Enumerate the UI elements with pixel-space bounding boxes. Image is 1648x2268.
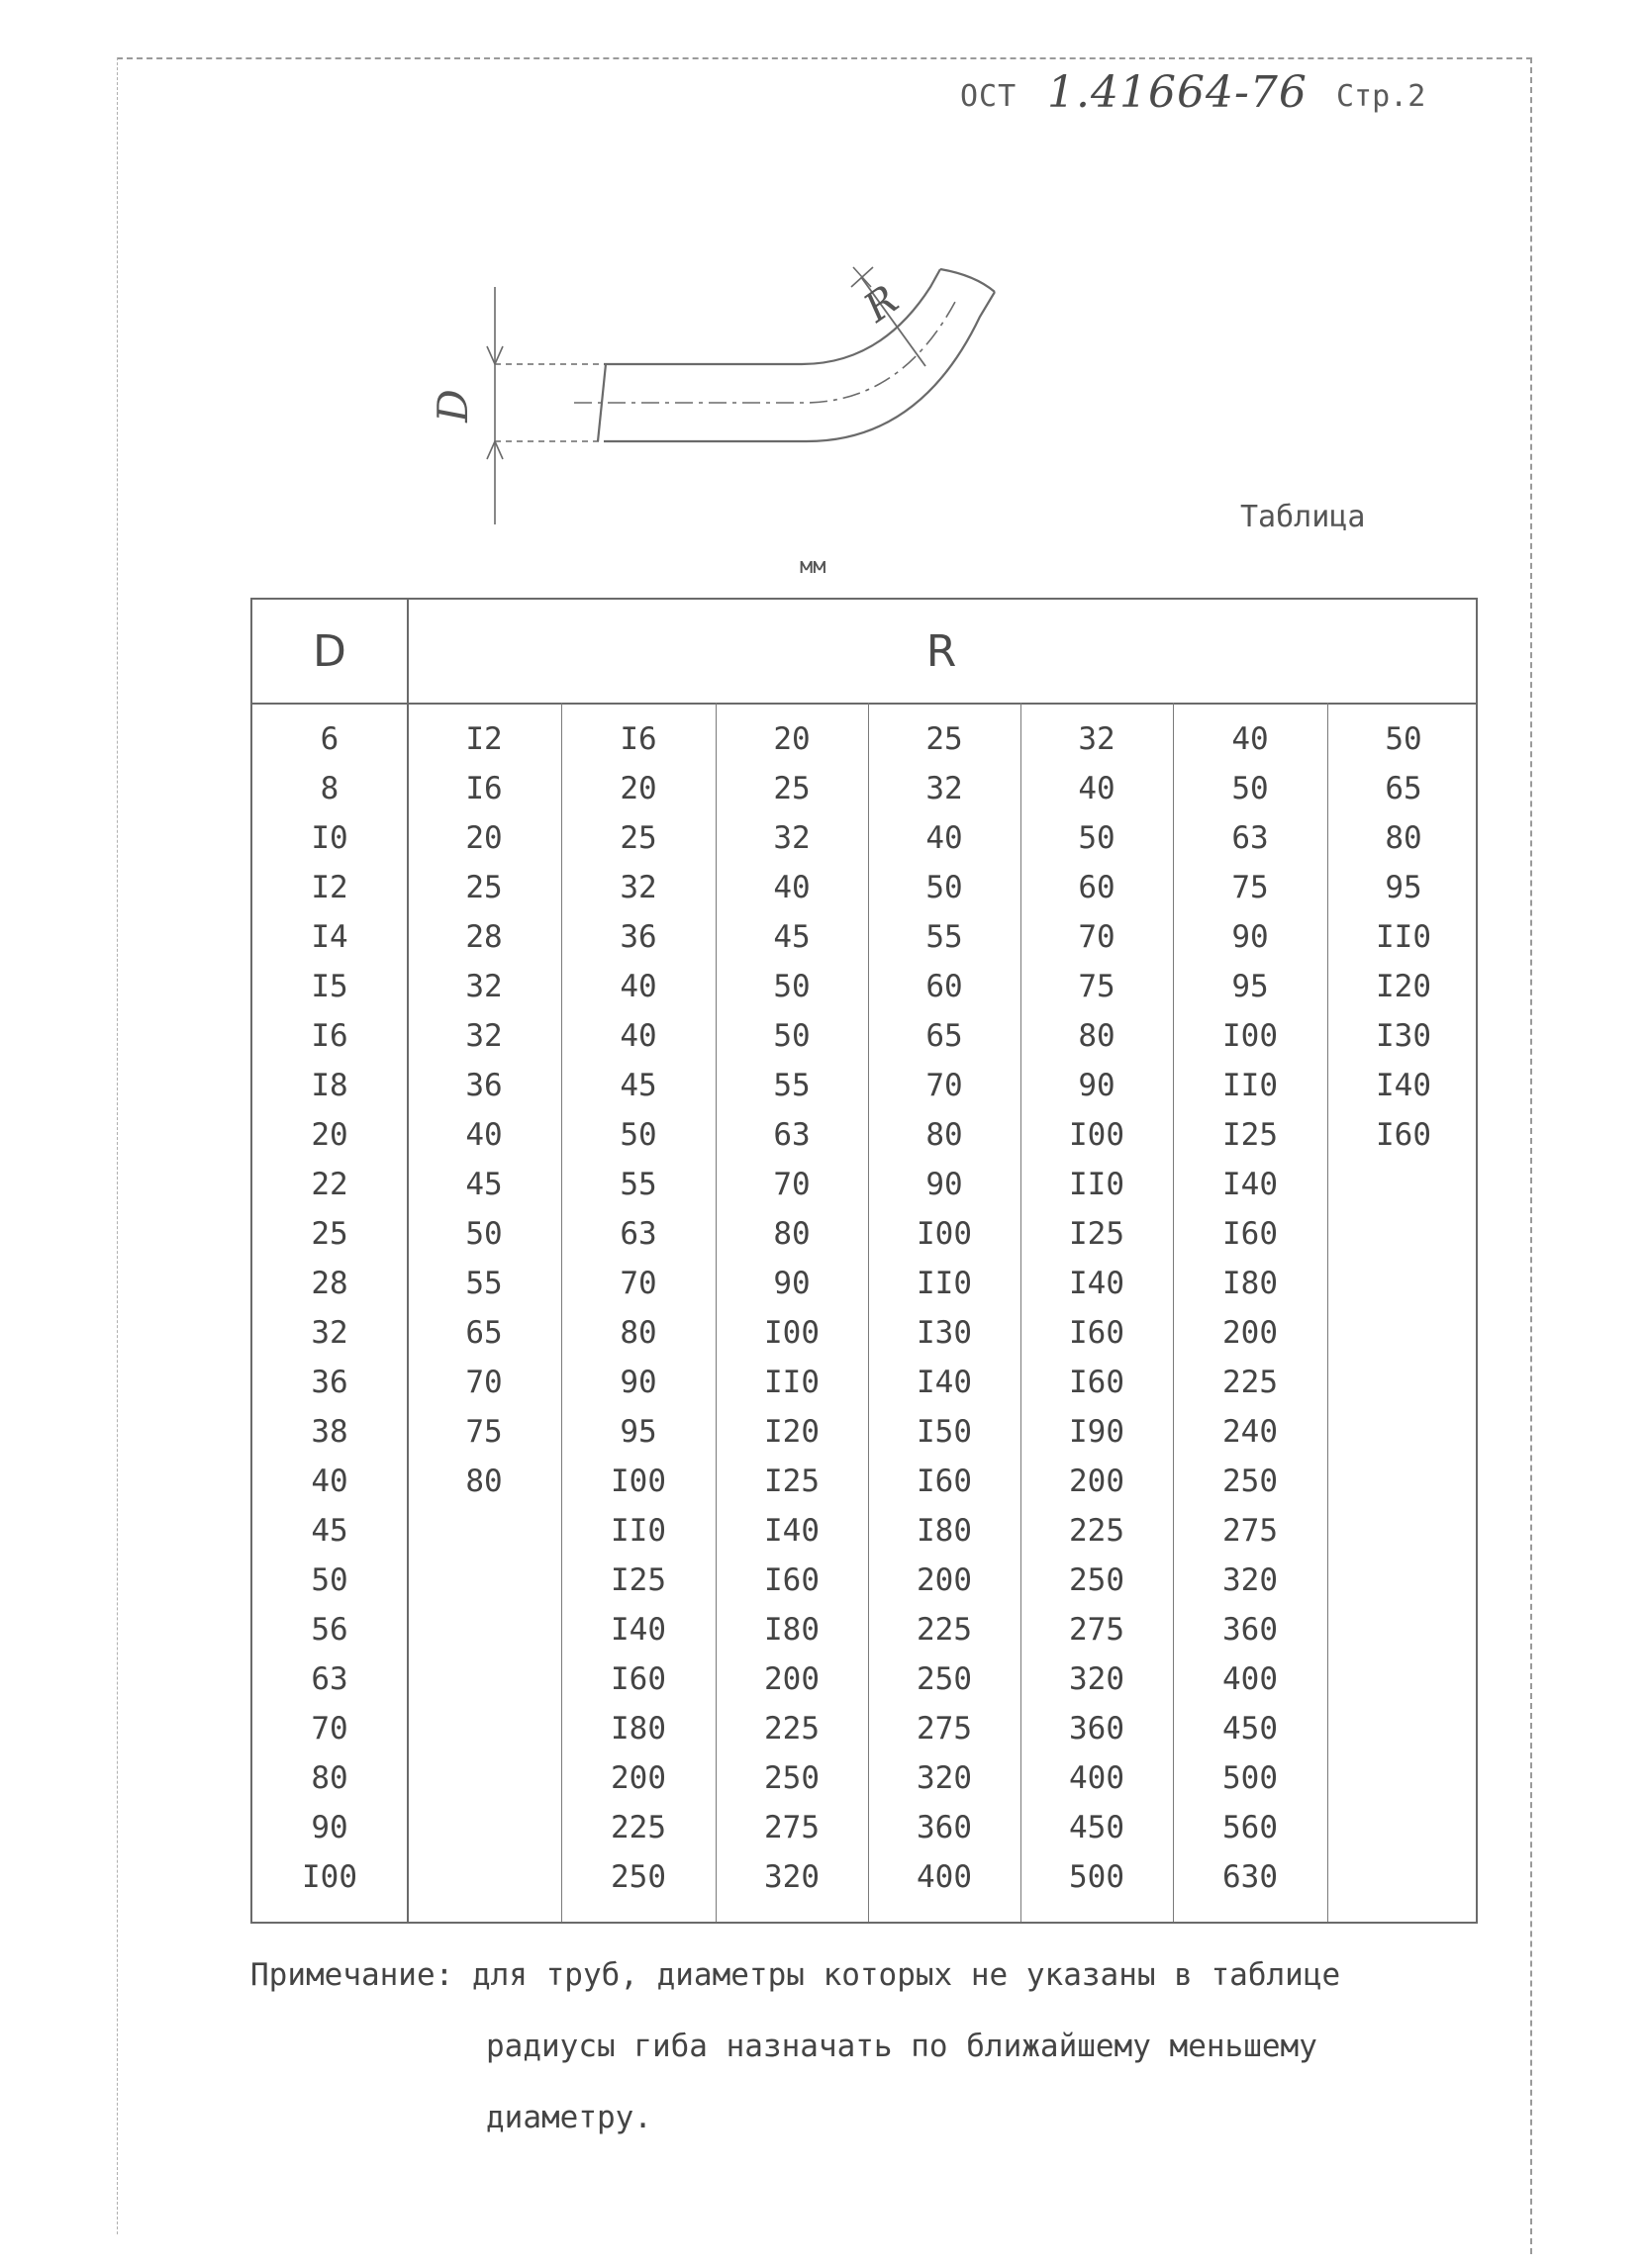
table-cell: 36 [465, 1068, 503, 1103]
table-cell: I00 [1222, 1018, 1278, 1054]
table-cell: 200 [764, 1661, 820, 1697]
table-cell: 95 [620, 1414, 657, 1450]
table-cell: 63 [773, 1117, 811, 1153]
table-cell: 320 [1069, 1661, 1124, 1697]
table-cell: 55 [620, 1167, 657, 1202]
table-cell: I25 [764, 1464, 820, 1499]
table-cell: I60 [1069, 1315, 1124, 1351]
table-cell: 400 [1222, 1661, 1278, 1697]
table-cell: 25 [465, 870, 503, 905]
table-cell: I80 [1222, 1266, 1278, 1301]
table-cell: 25 [773, 771, 811, 806]
table-cell: 32 [620, 870, 657, 905]
table-cell: 65 [465, 1315, 503, 1351]
table-cell: 8 [320, 771, 339, 806]
page-frame-right [1530, 57, 1532, 2254]
table-cell: 450 [1069, 1810, 1124, 1845]
table-cell: I60 [917, 1464, 972, 1499]
table-cell: I2 [311, 870, 348, 905]
table-cell: 70 [773, 1167, 811, 1202]
table-cell: 560 [1222, 1810, 1278, 1845]
table-cell: 70 [1078, 919, 1115, 955]
table-cell: I8 [311, 1068, 348, 1103]
table-cell: I6 [620, 721, 657, 757]
table-cell: 225 [1069, 1513, 1124, 1549]
column-r-values-4 [868, 703, 1020, 1922]
table-cell: I80 [611, 1711, 666, 1747]
table-cell: 275 [917, 1711, 972, 1747]
table-cell: I60 [1376, 1117, 1431, 1153]
table-cell: 38 [311, 1414, 348, 1450]
table-cell: 50 [1078, 820, 1115, 856]
table-cell: 50 [925, 870, 963, 905]
table-cell: 63 [1231, 820, 1269, 856]
table-cell: 250 [1222, 1464, 1278, 1499]
table-cell: 240 [1222, 1414, 1278, 1450]
table-cell: 45 [465, 1167, 503, 1202]
table-cell: 50 [1385, 721, 1422, 757]
table-cell: I40 [1069, 1266, 1124, 1301]
table-cell: 320 [917, 1760, 972, 1796]
table-cell: I00 [764, 1315, 820, 1351]
table-cell: 56 [311, 1612, 348, 1648]
table-cell: 75 [1231, 870, 1269, 905]
table-cell: 90 [1231, 919, 1269, 955]
table-cell: I20 [1376, 969, 1431, 1004]
standard-prefix: ОСТ [960, 79, 1018, 114]
table-cell: 20 [465, 820, 503, 856]
table-cell: 275 [764, 1810, 820, 1845]
table-cell: 40 [925, 820, 963, 856]
note-line-3: диаметру. [486, 2100, 652, 2135]
table-cell: 40 [311, 1464, 348, 1499]
table-cell: 360 [1069, 1711, 1124, 1747]
table-cell: I25 [1222, 1117, 1278, 1153]
unit-label: мм [800, 554, 826, 579]
table-cell: I00 [302, 1859, 357, 1895]
table-cell: 80 [465, 1464, 503, 1499]
table-cell: 20 [620, 771, 657, 806]
table-cell: 250 [1069, 1562, 1124, 1598]
table-cell: 28 [311, 1266, 348, 1301]
table-cell: 32 [311, 1315, 348, 1351]
table-cell: 40 [1078, 771, 1115, 806]
table-cell: 25 [620, 820, 657, 856]
table-cell: 90 [311, 1810, 348, 1845]
column-d-values [252, 703, 407, 1922]
table-cell: 90 [925, 1167, 963, 1202]
table-cell: 28 [465, 919, 503, 955]
radius-label: R [856, 276, 908, 331]
table-cell: I00 [611, 1464, 666, 1499]
table-cell: I40 [917, 1365, 972, 1400]
table-cell: 60 [1078, 870, 1115, 905]
standard-number: 1.41664-76 [1047, 67, 1308, 118]
table-cell: 6 [320, 721, 339, 757]
table-cell: 90 [773, 1266, 811, 1301]
table-cell: 80 [311, 1760, 348, 1796]
table-cell: 80 [773, 1216, 811, 1252]
page-frame-left [117, 57, 118, 2234]
table-cell: 225 [611, 1810, 666, 1845]
table-cell: 40 [465, 1117, 503, 1153]
table-cell: 45 [773, 919, 811, 955]
table-cell: 75 [1078, 969, 1115, 1004]
table-cell: 500 [1222, 1760, 1278, 1796]
table-cell: 275 [1222, 1513, 1278, 1549]
table-cell: 70 [465, 1365, 503, 1400]
table-cell: I80 [917, 1513, 972, 1549]
table-cell: 32 [1078, 721, 1115, 757]
table-cell: I50 [917, 1414, 972, 1450]
table-cell: II0 [1222, 1068, 1278, 1103]
page-frame-top [117, 57, 1532, 59]
table-cell: 20 [773, 721, 811, 757]
table-cell: I40 [1376, 1068, 1431, 1103]
table-cell: 22 [311, 1167, 348, 1202]
column-r-values-5 [1020, 703, 1173, 1922]
table-cell: I30 [917, 1315, 972, 1351]
table-cell: 25 [311, 1216, 348, 1252]
table-cell: 50 [773, 1018, 811, 1054]
table-label: Таблица [1240, 500, 1366, 534]
note-line-2: радиусы гиба назначать по ближайшему меньшему [486, 2029, 1317, 2064]
table-cell: 450 [1222, 1711, 1278, 1747]
table-cell: 95 [1231, 969, 1269, 1004]
table-cell: 50 [773, 969, 811, 1004]
table-cell: 400 [917, 1859, 972, 1895]
table-cell: 80 [620, 1315, 657, 1351]
table-cell: I90 [1069, 1414, 1124, 1450]
table-cell: 225 [917, 1612, 972, 1648]
table-cell: 50 [465, 1216, 503, 1252]
table-cell: I40 [611, 1612, 666, 1648]
table-cell: II0 [764, 1365, 820, 1400]
table-cell: 55 [925, 919, 963, 955]
table-cell: 50 [1231, 771, 1269, 806]
table-cell: 400 [1069, 1760, 1124, 1796]
table-cell: II0 [1376, 919, 1431, 955]
table-cell: 250 [764, 1760, 820, 1796]
table-cell: 50 [311, 1562, 348, 1598]
table-cell: 20 [311, 1117, 348, 1153]
table-cell: I4 [311, 919, 348, 955]
table-cell: I60 [1222, 1216, 1278, 1252]
table-cell: 200 [1222, 1315, 1278, 1351]
table-cell: 250 [611, 1859, 666, 1895]
page-number: Стр.2 [1336, 79, 1426, 114]
table-cell: 36 [311, 1365, 348, 1400]
pipe-bend-sketch [426, 257, 1059, 544]
column-header-d: D [313, 625, 346, 677]
column-r-values-7 [1327, 703, 1480, 1922]
table-cell: 55 [773, 1068, 811, 1103]
table-cell: I60 [764, 1562, 820, 1598]
table-cell: 55 [465, 1266, 503, 1301]
table-cell: I00 [917, 1216, 972, 1252]
table-cell: 63 [620, 1216, 657, 1252]
table-cell: 200 [611, 1760, 666, 1796]
bend-radius-table [250, 598, 1478, 1924]
table-cell: 70 [925, 1068, 963, 1103]
table-cell: I60 [1069, 1365, 1124, 1400]
table-cell: 360 [917, 1810, 972, 1845]
table-cell: I25 [611, 1562, 666, 1598]
table-cell: I25 [1069, 1216, 1124, 1252]
table-cell: 32 [465, 1018, 503, 1054]
table-cell: 225 [1222, 1365, 1278, 1400]
table-cell: I00 [1069, 1117, 1124, 1153]
table-cell: 70 [311, 1711, 348, 1747]
note-line-1: Примечание: для труб, диаметры которых не указаны в таблице [250, 1957, 1341, 1993]
table-note [250, 1939, 1488, 2153]
table-cell: 32 [773, 820, 811, 856]
table-cell: 40 [620, 1018, 657, 1054]
table-cell: 36 [620, 919, 657, 955]
table-cell: 90 [620, 1365, 657, 1400]
table-cell: 250 [917, 1661, 972, 1697]
table-cell: 45 [311, 1513, 348, 1549]
table-cell: 45 [620, 1068, 657, 1103]
table-cell: I6 [465, 771, 503, 806]
table-cell: 80 [925, 1117, 963, 1153]
table-cell: 80 [1385, 820, 1422, 856]
table-cell: 63 [311, 1661, 348, 1697]
table-cell: 90 [1078, 1068, 1115, 1103]
table-cell: 40 [773, 870, 811, 905]
table-cell: 32 [925, 771, 963, 806]
table-cell: 275 [1069, 1612, 1124, 1648]
table-cell: 200 [917, 1562, 972, 1598]
table-cell: 200 [1069, 1464, 1124, 1499]
table-cell: I20 [764, 1414, 820, 1450]
table-cell: 225 [764, 1711, 820, 1747]
table-cell: 80 [1078, 1018, 1115, 1054]
diameter-label: D [429, 389, 477, 423]
table-cell: 65 [925, 1018, 963, 1054]
table-cell: 40 [1231, 721, 1269, 757]
table-cell: I2 [465, 721, 503, 757]
table-cell: II0 [1069, 1167, 1124, 1202]
table-cell: II0 [611, 1513, 666, 1549]
table-cell: 40 [620, 969, 657, 1004]
table-cell: 75 [465, 1414, 503, 1450]
table-cell: 25 [925, 721, 963, 757]
table-cell: I5 [311, 969, 348, 1004]
table-cell: 50 [620, 1117, 657, 1153]
column-r-values-6 [1173, 703, 1327, 1922]
table-cell: 65 [1385, 771, 1422, 806]
column-r-values-1 [407, 703, 561, 1922]
table-cell: I0 [311, 820, 348, 856]
table-cell: 320 [1222, 1562, 1278, 1598]
table-cell: I6 [311, 1018, 348, 1054]
column-r-values-2 [561, 703, 716, 1922]
table-cell: I40 [1222, 1167, 1278, 1202]
table-cell: 630 [1222, 1859, 1278, 1895]
table-cell: 320 [764, 1859, 820, 1895]
table-cell: 95 [1385, 870, 1422, 905]
table-cell: 500 [1069, 1859, 1124, 1895]
table-cell: I30 [1376, 1018, 1431, 1054]
table-cell: 360 [1222, 1612, 1278, 1648]
table-cell: 70 [620, 1266, 657, 1301]
column-header-r: R [925, 625, 957, 677]
table-cell: II0 [917, 1266, 972, 1301]
column-r-values-3 [716, 703, 868, 1922]
table-cell: I40 [764, 1513, 820, 1549]
table-cell: 32 [465, 969, 503, 1004]
table-cell: I80 [764, 1612, 820, 1648]
table-cell: I60 [611, 1661, 666, 1697]
table-cell: 60 [925, 969, 963, 1004]
